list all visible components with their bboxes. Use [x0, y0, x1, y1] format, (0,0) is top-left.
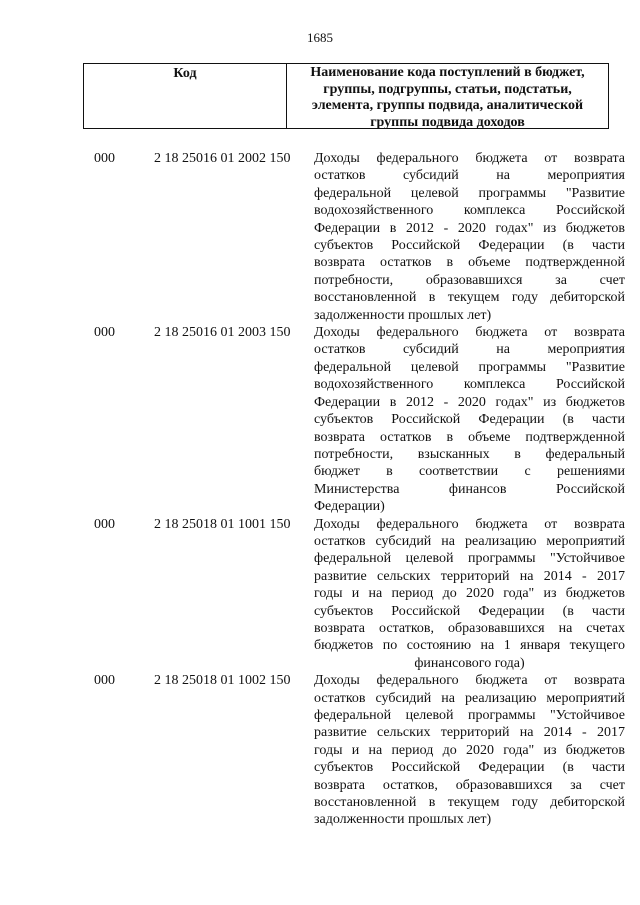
description-line: федеральной целевой программы "Развитие [314, 359, 625, 375]
description-line: субъектов Российской Федерации (в части [314, 603, 625, 619]
description-line: субъектов Российской Федерации (в части [314, 412, 625, 428]
description-line: Доходы федерального бюджета от возврата [314, 516, 625, 532]
description-line: восстановленной в текущем году дебиторской [314, 795, 625, 811]
income-description [314, 324, 625, 515]
description-line: Федерации в 2012 - 2020 годах" из бюджетов [314, 394, 625, 410]
description-line: задолженности прошлых лет) [314, 307, 492, 323]
description-line: остатков субсидий на мероприятия [314, 168, 625, 184]
description-line: водохозяйственного комплекса Российской [314, 203, 625, 219]
table-row [0, 324, 640, 515]
income-code: 2 18 25016 01 2003 150 [154, 325, 291, 341]
description-line: возврата остатков в объеме подтвержденной [314, 429, 625, 445]
income-code: 2 18 25018 01 1002 150 [154, 673, 291, 689]
table-row [0, 150, 640, 324]
description-line: возврата остатков, образовавшихся за счет [314, 777, 625, 793]
description-line: развитие сельских территорий на 2014 - 2017 [314, 725, 625, 741]
description-line: остатков субсидий на мероприятия [314, 342, 625, 358]
table-header [83, 63, 609, 129]
description-line: годы и на период до 2020 года" из бюджетов [314, 586, 625, 602]
description-line: субъектов Российской Федерации (в части [314, 760, 625, 776]
description-line: Доходы федерального бюджета от возврата [314, 151, 625, 166]
description-line: Федерации) [314, 499, 385, 515]
description-line: федеральной целевой программы "Устойчивое [314, 551, 625, 567]
table-row [0, 672, 640, 829]
table-row [0, 516, 640, 673]
description-line: водохозяйственного комплекса Российской [314, 377, 625, 393]
description-line: бюджет в соответствии с решениями [314, 464, 625, 480]
description-line: возврата остатков, образовавшихся на счетах [314, 620, 625, 636]
admin-code: 000 [94, 325, 115, 341]
description-line: восстановленной в текущем году дебиторской [314, 290, 625, 306]
header-code-column: Код [84, 64, 287, 128]
description-line: развитие сельских территорий на 2014 - 2017 [314, 568, 625, 584]
description-line: финансового года) [414, 655, 525, 671]
description-line: Министерства финансов Российской [314, 481, 625, 497]
income-code: 2 18 25018 01 1001 150 [154, 516, 291, 532]
admin-code: 000 [94, 516, 115, 532]
admin-code: 000 [94, 151, 115, 166]
description-line: задолженности прошлых лет) [314, 812, 492, 828]
income-code-list [0, 150, 640, 829]
description-line: бюджетов по состоянию на 1 января текущего [314, 638, 625, 654]
description-line: потребности, образовавшихся за счет [314, 272, 625, 288]
description-line: потребности, взысканных в федеральный [314, 446, 625, 462]
description-line: остатков субсидий на реализацию мероприятий [314, 690, 625, 706]
admin-code: 000 [94, 673, 115, 689]
income-description [314, 516, 625, 673]
description-line: Доходы федерального бюджета от возврата [314, 673, 625, 689]
description-line: федеральной целевой программы "Развитие [314, 185, 625, 201]
description-line: Доходы федерального бюджета от возврата [314, 325, 625, 341]
description-line: субъектов Российской Федерации (в части [314, 238, 625, 254]
description-line: возврата остатков в объеме подтвержденной [314, 255, 625, 271]
income-description [314, 150, 625, 324]
income-code: 2 18 25016 01 2002 150 [154, 151, 291, 166]
page-number: 1685 [307, 30, 333, 45]
description-line: годы и на период до 2020 года" из бюджетов [314, 742, 625, 758]
description-line: федеральной целевой программы "Устойчивое [314, 708, 625, 723]
income-description [314, 672, 625, 829]
description-line: Федерации в 2012 - 2020 годах" из бюджетов [314, 220, 625, 236]
description-line: остатков субсидий на реализацию мероприятий [314, 533, 625, 549]
header-name-column: Наименование кода поступлений в бюджет, группы, подгруппы, статьи, подстатьи, элемента, группы подвида, аналитической группы подвида доходов [310, 65, 585, 128]
